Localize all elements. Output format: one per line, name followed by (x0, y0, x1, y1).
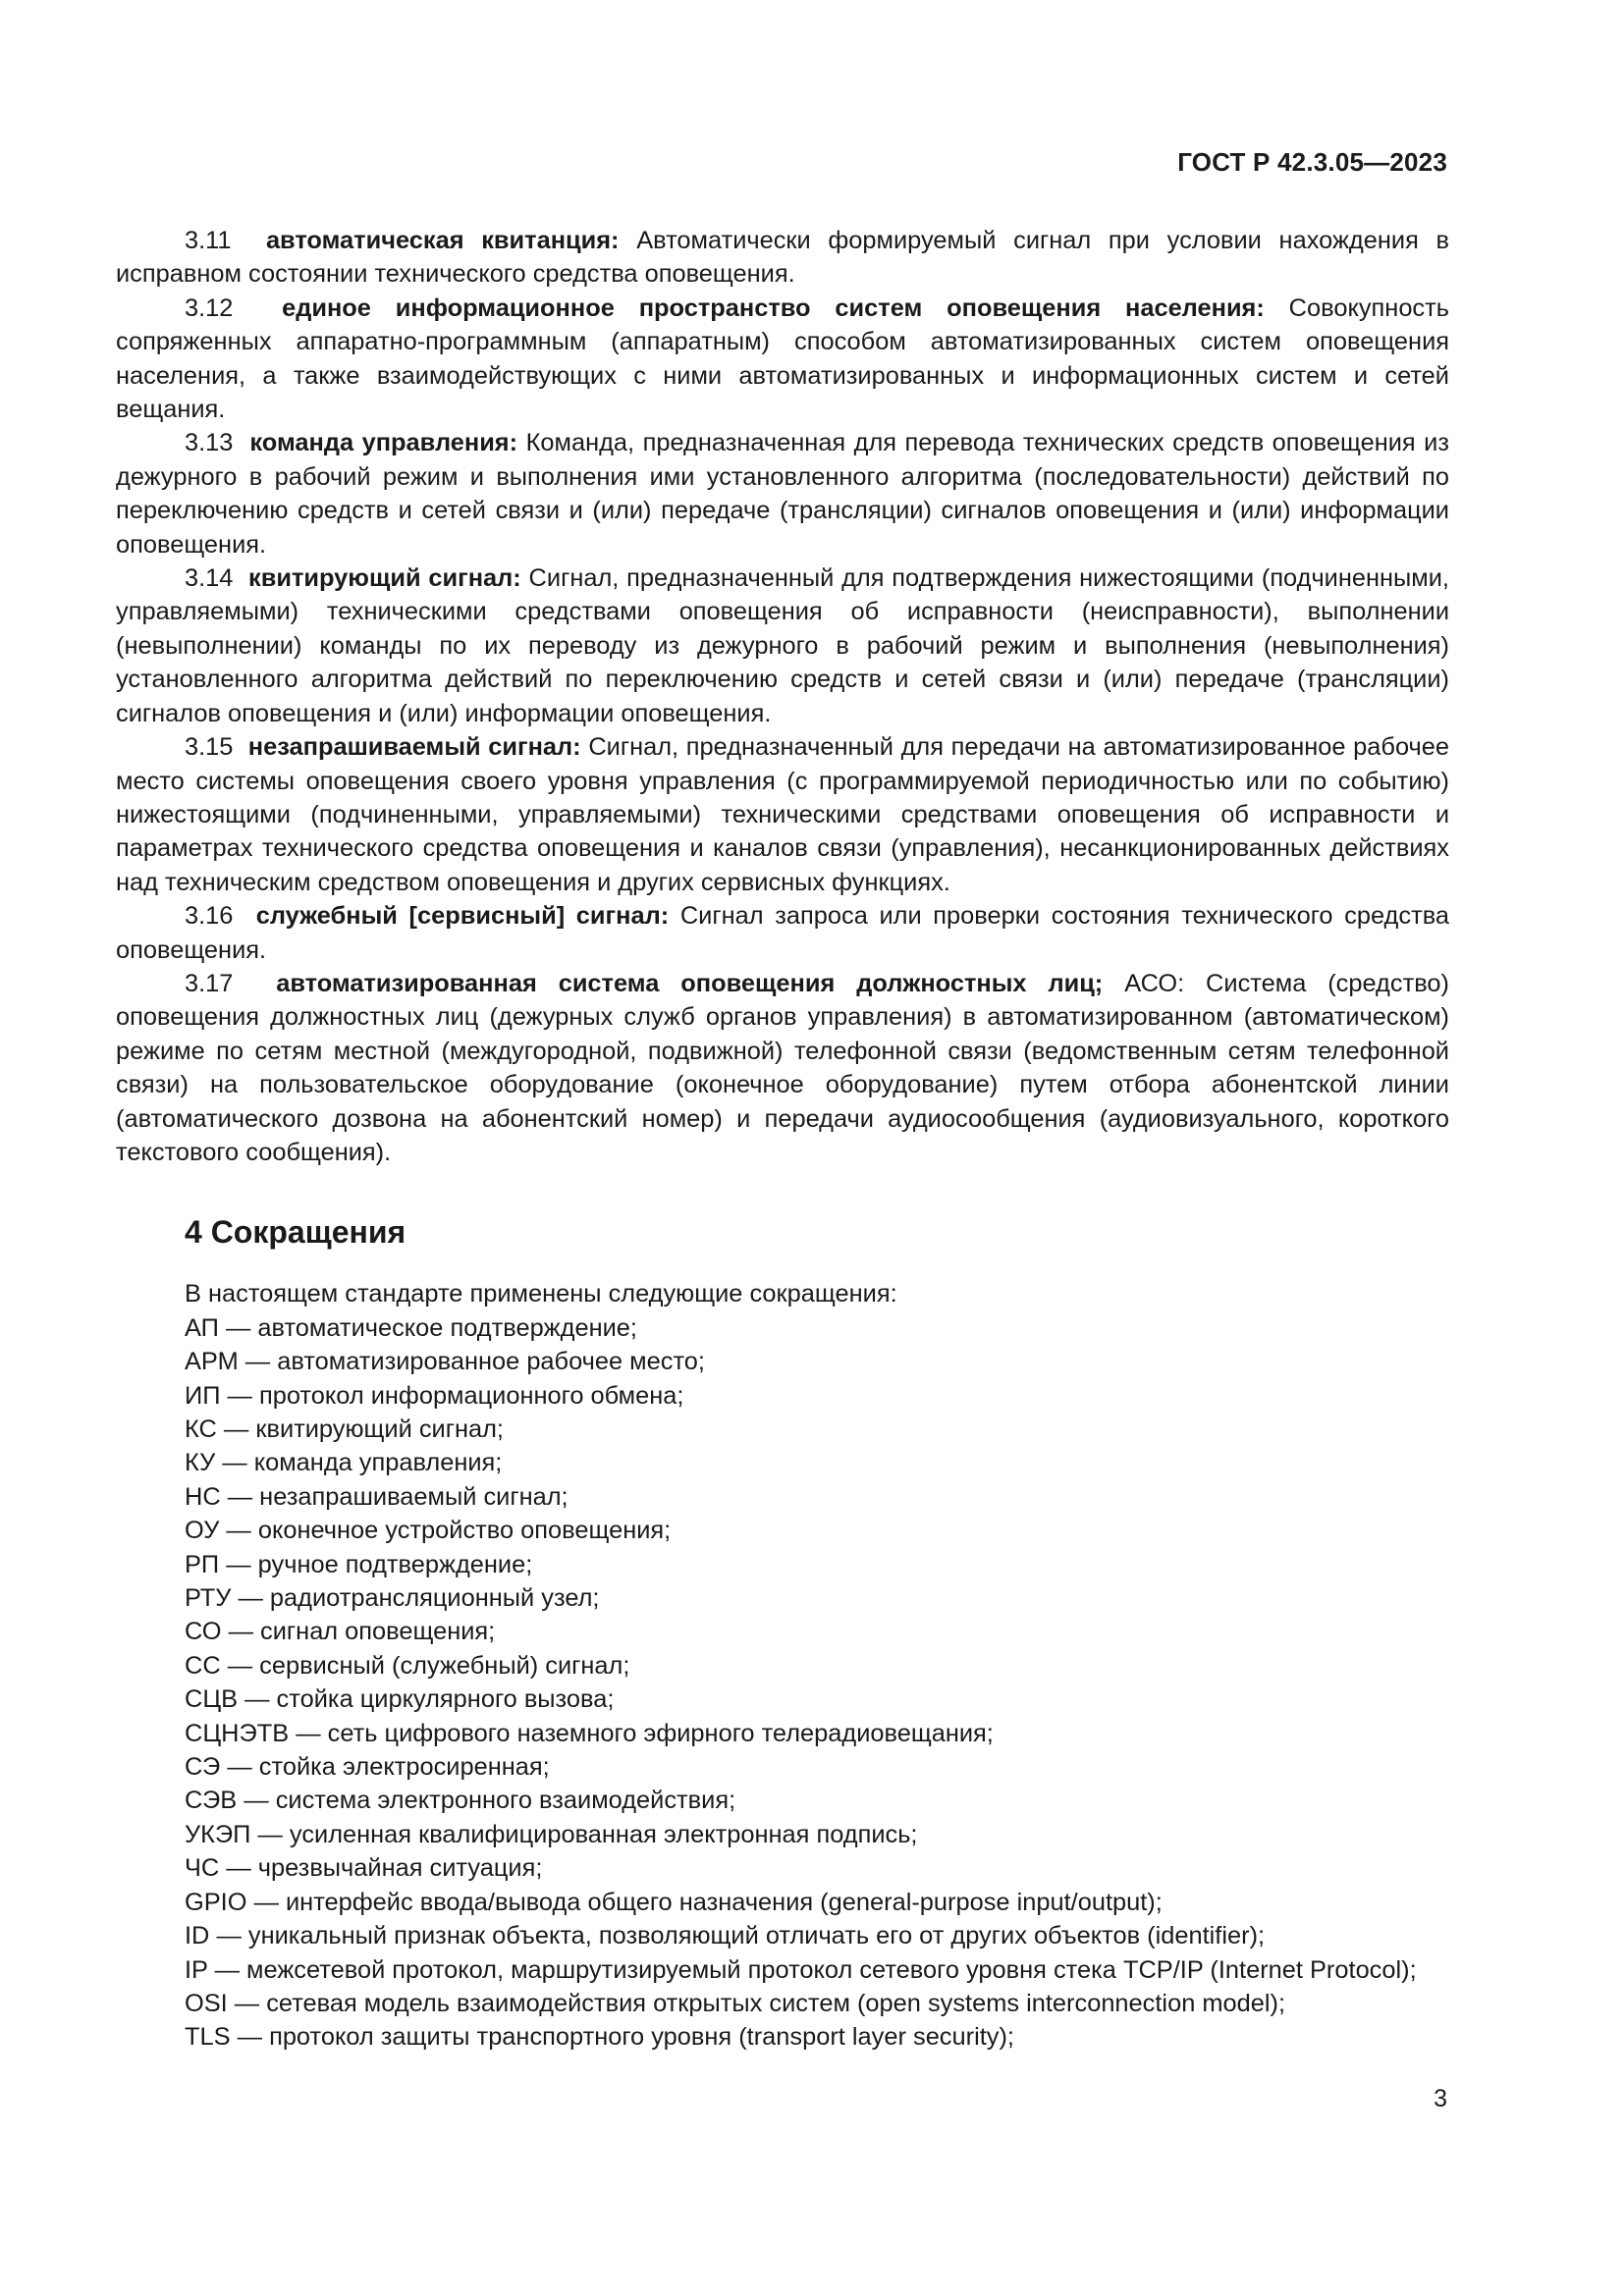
term-number: 3.17 (185, 969, 234, 997)
abbreviation-item: OSI — сетевая модель взаимодействия открытых систем (open systems interconnection model); (185, 1989, 1286, 2017)
term-number: 3.14 (185, 564, 234, 593)
term-3-15 (116, 730, 1449, 899)
abbreviation-item: ИП — протокол информационного обмена; (185, 1381, 684, 1410)
term-name: незапрашиваемый сигнал: (247, 733, 581, 762)
term-3-12 (116, 292, 1449, 427)
term-number: 3.16 (185, 902, 234, 931)
term-definition: Сигнал, предназначенный для передачи на автоматизированное рабочее место системы оповещения своего уровня управления (с программируемой периодичностью или по событию) нижестоящими (подчиненными, управляемыми) техническими средствами оповещения об исправности и параметрах технического средства оповещения и каналов связи (управления), несанкционированных действиях над техническим средством оповещения и других сервисных функциях. (116, 733, 1449, 896)
term-name: автоматическая квитанция: (265, 227, 620, 254)
abbreviation-item: РП — ручное подтверждение; (185, 1550, 533, 1578)
abbreviation-item: СС — сервисный (служебный) сигнал; (185, 1651, 630, 1680)
document-code: ГОСТ Р 42.3.05—2023 (1177, 147, 1447, 177)
term-name: автоматизированная система оповещения должностных лиц; (276, 969, 1104, 997)
section-heading: 4 Сокращения (185, 1214, 406, 1251)
term-definition: Совокупность сопряженных аппаратно-программным (аппаратным) способом автоматизированных систем оповещения населения, а также взаимодействующих с ними автоматизированных и информационных систем и сетей вещания. (116, 294, 1449, 424)
term-3-16 (116, 899, 1449, 967)
term-3-17 (116, 967, 1449, 1169)
abbreviation-list (116, 1311, 1449, 2055)
abbreviation-item: GPIO — интерфейс ввода/вывода общего назначения (general-purpose input/output); (185, 1888, 1163, 1916)
term-3-11 (116, 224, 1449, 292)
abbreviation-item: TLS — протокол защиты транспортного уровня (transport layer security); (185, 2023, 1014, 2052)
abbreviation-item: АП — автоматическое подтверждение; (185, 1313, 637, 1342)
abbreviation-item: ID — уникальный признак объекта, позволяющий отличать его от других объектов (identifier); (185, 1922, 1266, 1950)
term-definition: Автоматически формируемый сигнал при условии нахождения в исправном состоянии технического средства оповещения. (116, 227, 1449, 289)
term-number: 3.13 (185, 429, 234, 457)
page-number: 3 (1434, 2085, 1447, 2112)
section-intro: В настоящем стандарте применены следующие сокращения: (185, 1280, 897, 1308)
terms-section (116, 224, 1449, 1169)
abbreviation-item: РТУ — радиотрансляционный узел; (185, 1584, 600, 1613)
abbreviation-item: АРМ — автоматизированное рабочее место; (185, 1348, 705, 1376)
abbreviation-item: ЧС — чрезвычайная ситуация; (185, 1854, 543, 1883)
term-definition: АСО: Система (средство) оповещения должностных лиц (дежурных служб органов управления) в автоматизированном (автоматическом) режиме по сетям местной (междугородной, подвижной) телефонной связи (ведомственным сетям телефонной связи) на пользовательское оборудование (оконечное оборудование) путем отбора абонентской линии (автоматического дозвона на абонентский номер) и передачи аудиосообщения (аудиовизуального, короткого текстового сообщения). (116, 969, 1449, 1166)
abbreviation-item: СЦВ — стойка циркулярного вызова; (185, 1685, 615, 1714)
term-number: 3.11 (185, 227, 232, 254)
term-name: квитирующий сигнал: (248, 564, 521, 593)
abbreviation-item: ОУ — оконечное устройство оповещения; (185, 1517, 672, 1545)
abbreviation-item: СЭ — стойка электросиренная; (185, 1753, 550, 1782)
term-definition: Сигнал запроса или проверки состояния технического средства оповещения. (116, 902, 1450, 964)
abbreviation-item: КС — квитирующий сигнал; (185, 1415, 504, 1443)
abbreviation-item: СЭВ — система электронного взаимодействия; (185, 1787, 736, 1815)
abbreviation-item: IP — межсетевой протокол, маршрутизируемый протокол сетевого уровня стека TCP/IP (Internet Protocol); (185, 1955, 1417, 1984)
term-name: команда управления: (249, 429, 518, 457)
abbreviation-item: НС — незапрашиваемый сигнал; (185, 1482, 568, 1511)
term-number: 3.12 (185, 294, 234, 322)
page-content (116, 224, 1449, 2055)
term-3-13 (116, 426, 1449, 561)
abbreviation-item: КУ — команда управления; (185, 1449, 503, 1477)
term-definition: Сигнал, предназначенный для подтверждения нижестоящими (подчиненными, управляемыми) техническими средствами оповещения об исправности (неисправности), выполнении (невыполнении) команды по их переводу из дежурного в рабочий режим и выполнения (невыполнения) установленного алгоритма действий по переключению средств и сетей связи и (или) передаче (трансляции) сигналов оповещения и (или) информации оповещения. (116, 564, 1449, 727)
term-definition: Команда, предназначенная для перевода технических средств оповещения из дежурного в рабочий режим и выполнения ими установленного алгоритма (последовательности) действий по переключению средств и сетей связи и (или) передаче (трансляции) сигналов оповещения и (или) информации оповещения. (116, 429, 1449, 559)
abbreviation-item: УКЭП — усиленная квалифицированная электронная подпись; (185, 1820, 918, 1848)
abbreviation-item: СЦНЭТВ — сеть цифрового наземного эфирного телерадиовещания; (185, 1719, 994, 1747)
term-name: служебный [сервисный] сигнал: (255, 902, 670, 931)
abbreviation-item: СО — сигнал оповещения; (185, 1618, 496, 1646)
term-number: 3.15 (185, 733, 234, 762)
term-name: единое информационное пространство систем оповещения населения: (282, 294, 1265, 322)
term-3-14 (116, 561, 1449, 730)
